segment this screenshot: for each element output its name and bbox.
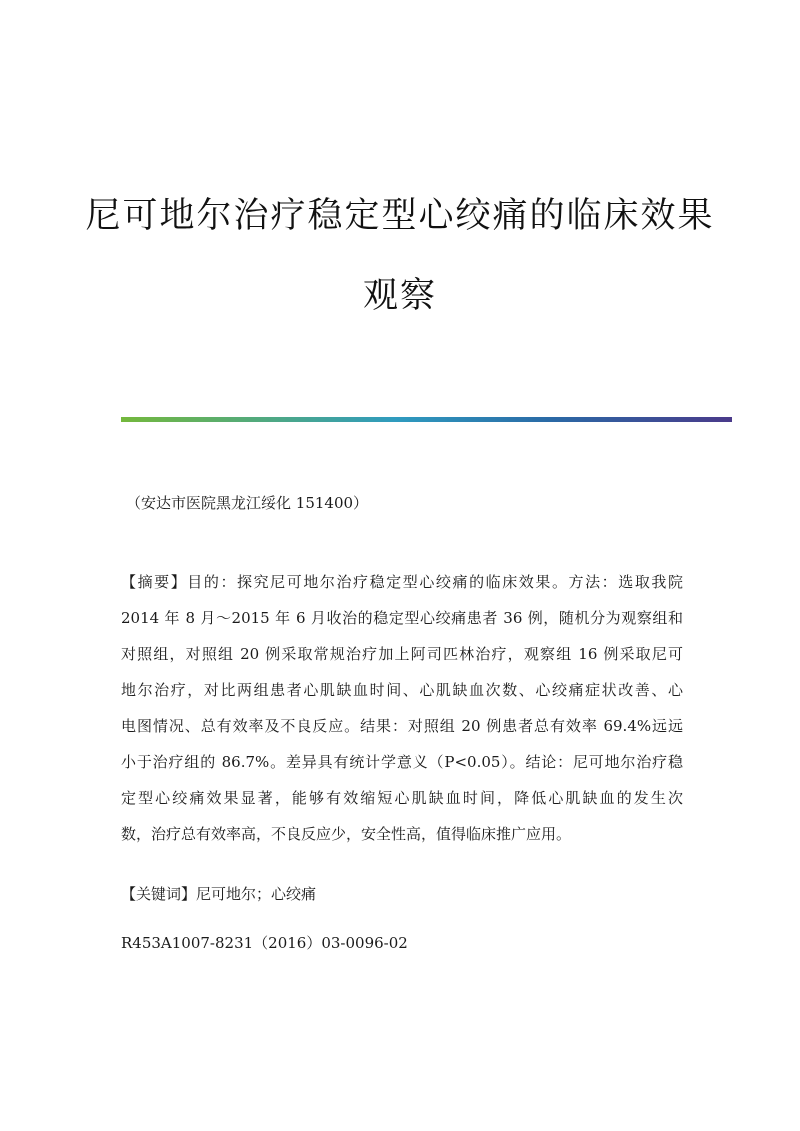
- keywords-line: 【关键词】尼可地尔；心绞痛: [121, 885, 317, 903]
- abstract-line: 数，治疗总有效率高，不良反应少，安全性高，值得临床推广应用。: [121, 825, 572, 843]
- abstract-line: 对照组，对照组 20 例采取常规治疗加上阿司匹林治疗，观察组 16 例采取尼可: [121, 645, 683, 663]
- abstract-line: 地尔治疗，对比两组患者心肌缺血时间、心肌缺血次数、心绞痛症状改善、心: [121, 681, 683, 699]
- document-title-line-1: 尼可地尔治疗稳定型心绞痛的临床效果: [85, 196, 715, 236]
- gradient-divider: [121, 417, 732, 422]
- author-affiliation: （安达市医院黑龙江绥化 151400）: [126, 494, 369, 512]
- abstract-line: 电图情况、总有效率及不良反应。结果：对照组 20 例患者总有效率 69.4%远远: [121, 717, 683, 735]
- abstract-paragraph: [121, 564, 683, 852]
- abstract-line: 小于治疗组的 86.7%。差异具有统计学意义（P<0.05）。结论：尼可地尔治疗稳: [121, 753, 683, 771]
- abstract-line: 【摘要】目的：探究尼可地尔治疗稳定型心绞痛的临床效果。方法：选取我院: [121, 573, 683, 591]
- classification-code: R453A1007-8231（2016）03-0096-02: [121, 934, 408, 952]
- document-title-line-2: 观察: [362, 276, 437, 316]
- abstract-line: 2014 年 8 月～2015 年 6 月收治的稳定型心绞痛患者 36 例，随机分为观察组和: [121, 609, 683, 627]
- abstract-line: 定型心绞痛效果显著，能够有效缩短心肌缺血时间，降低心肌缺血的发生次: [121, 789, 683, 807]
